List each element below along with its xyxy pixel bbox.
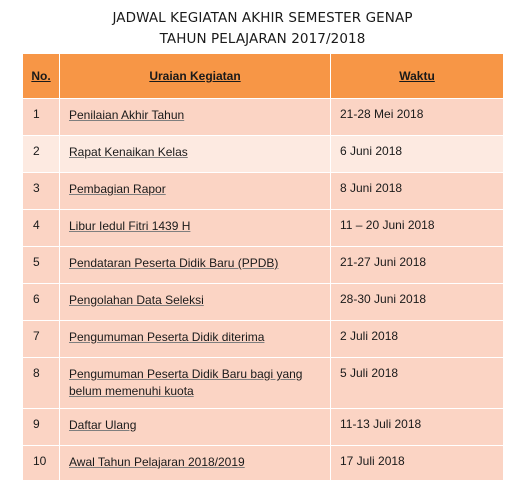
row-no: 6 (23, 284, 60, 321)
row-waktu: 8 Juni 2018 (331, 173, 504, 210)
row-waktu: 6 Juni 2018 (331, 136, 504, 173)
row-waktu: 11-13 Juli 2018 (331, 409, 504, 446)
row-waktu: 2 Juli 2018 (331, 321, 504, 358)
table-row (23, 358, 504, 409)
table-row (23, 136, 504, 173)
table-row (23, 99, 504, 136)
row-uraian: Pendataran Peserta Didik Baru (PPDB) (60, 247, 331, 284)
table-row (23, 210, 504, 247)
row-uraian: Awal Tahun Pelajaran 2018/2019 (60, 446, 331, 481)
row-no: 5 (23, 247, 60, 284)
header-uraian-kegiatan: Uraian Kegiatan (60, 54, 331, 99)
table-row (23, 321, 504, 358)
row-no: 10 (23, 446, 60, 481)
row-uraian: Daftar Ulang (60, 409, 331, 446)
row-waktu: 28-30 Juni 2018 (331, 284, 504, 321)
header-waktu: Waktu (331, 54, 504, 99)
row-uraian: Pengolahan Data Seleksi (60, 284, 331, 321)
row-no: 2 (23, 136, 60, 173)
row-uraian: Pengumuman Peserta Didik Baru bagi yang belum memenuhi kuota (60, 358, 331, 409)
row-uraian: Pembagian Rapor (60, 173, 331, 210)
row-uraian: Libur Iedul Fitri 1439 H (60, 210, 331, 247)
row-no: 9 (23, 409, 60, 446)
row-no: 3 (23, 173, 60, 210)
row-waktu: 21-28 Mei 2018 (331, 99, 504, 136)
row-waktu: 5 Juli 2018 (331, 358, 504, 409)
row-waktu: 17 Juli 2018 (331, 446, 504, 481)
table-row (23, 173, 504, 210)
row-waktu: 11 – 20 Juni 2018 (331, 210, 504, 247)
row-uraian: Pengumuman Peserta Didik diterima (60, 321, 331, 358)
document-title: JADWAL KEGIATAN AKHIR SEMESTER GENAP (112, 10, 413, 26)
row-uraian: Rapat Kenaikan Kelas (60, 136, 331, 173)
table-row (23, 284, 504, 321)
row-no: 1 (23, 99, 60, 136)
row-uraian: Penilaian Akhir Tahun (60, 99, 331, 136)
row-no: 7 (23, 321, 60, 358)
table-header-row (23, 54, 504, 99)
row-no: 8 (23, 358, 60, 409)
row-no: 4 (23, 210, 60, 247)
table-row (23, 247, 504, 284)
document-subtitle: TAHUN PELAJARAN 2017/2018 (159, 31, 366, 47)
header-no: No. (23, 54, 60, 99)
table-row (23, 409, 504, 446)
table-row (23, 446, 504, 481)
row-waktu: 21-27 Juni 2018 (331, 247, 504, 284)
schedule-table (22, 53, 504, 481)
